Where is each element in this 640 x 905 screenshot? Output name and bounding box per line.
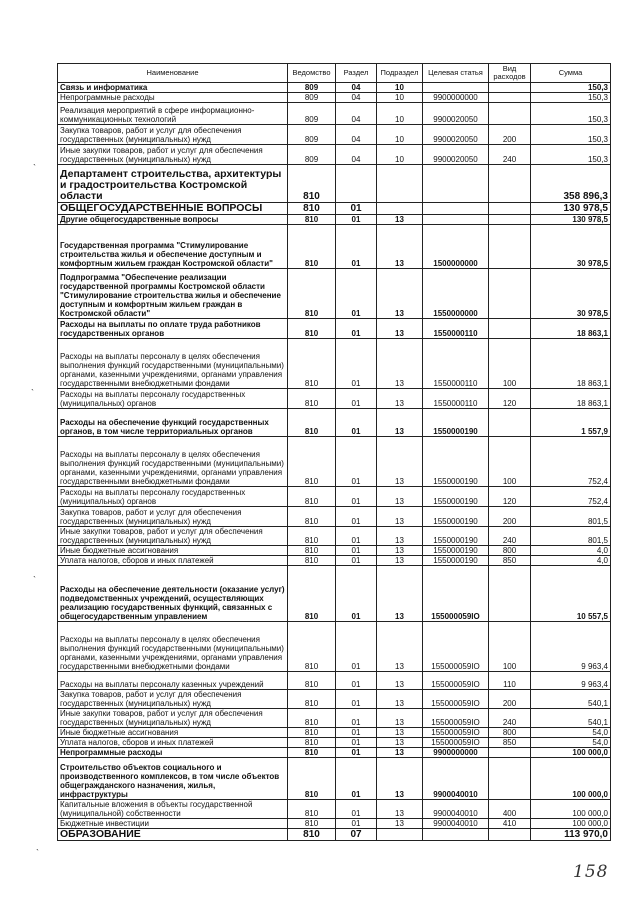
- cell-sum: 130 978,5: [531, 203, 611, 215]
- cell-dept: 810: [288, 829, 336, 841]
- cell-name: Расходы на обеспечение функций государственных органов, в том числе территориальных органов: [58, 409, 288, 437]
- cell-dept: 810: [288, 269, 336, 319]
- cell-type: [489, 758, 531, 800]
- cell-name: Закупка товаров, работ и услуг для обеспечения государственных (муниципальных) нужд: [58, 507, 288, 527]
- cell-type: [489, 566, 531, 622]
- cell-dept: 810: [288, 690, 336, 709]
- header-name: Наименование: [58, 64, 288, 83]
- cell-sum: 18 863,1: [531, 389, 611, 409]
- cell-sec: 01: [336, 269, 377, 319]
- cell-name: Непрограммные расходы: [58, 93, 288, 103]
- cell-sub: 13: [377, 566, 423, 622]
- cell-sub: 13: [377, 389, 423, 409]
- cell-sec: 01: [336, 800, 377, 819]
- cell-sum: 30 978,5: [531, 225, 611, 269]
- table-row: [58, 527, 611, 546]
- cell-sec: [336, 165, 377, 203]
- cell-sub: [377, 203, 423, 215]
- cell-sub: 13: [377, 728, 423, 738]
- cell-target: 155000059IO: [423, 622, 489, 672]
- cell-name: Реализация мероприятий в сфере информационно-коммуникационных технологий: [58, 103, 288, 125]
- cell-name: Строительство объектов социального и производственного комплексов, в том числе объектов общегражданского назначения, жилья, инфраструктуры: [58, 758, 288, 800]
- cell-sub: 13: [377, 339, 423, 389]
- cell-sub: 13: [377, 215, 423, 225]
- cell-sum: 4,0: [531, 556, 611, 566]
- table-row: [58, 622, 611, 672]
- cell-sum: 100 000,0: [531, 800, 611, 819]
- cell-target: 1550000190: [423, 409, 489, 437]
- cell-target: 1550000190: [423, 487, 489, 507]
- cell-name: Иные закупки товаров, работ и услуг для обеспечения государственных (муниципальных) нужд: [58, 709, 288, 728]
- cell-sec: 01: [336, 672, 377, 690]
- cell-target: 1550000000: [423, 269, 489, 319]
- cell-target: 9900020050: [423, 125, 489, 145]
- cell-target: 1550000110: [423, 319, 489, 339]
- cell-type: [489, 203, 531, 215]
- cell-sec: 07: [336, 829, 377, 841]
- cell-target: [423, 83, 489, 93]
- cell-dept: 810: [288, 437, 336, 487]
- cell-sum: 4,0: [531, 546, 611, 556]
- cell-name: Другие общегосударственные вопросы: [58, 215, 288, 225]
- cell-target: [423, 829, 489, 841]
- cell-name: Иные закупки товаров, работ и услуг для обеспечения государственных (муниципальных) нужд: [58, 527, 288, 546]
- cell-name: Капитальные вложения в объекты государственной (муниципальной) собственности: [58, 800, 288, 819]
- cell-type: 200: [489, 507, 531, 527]
- table-row: [58, 800, 611, 819]
- cell-sum: 150,3: [531, 145, 611, 165]
- cell-sec: 01: [336, 748, 377, 758]
- cell-sec: 01: [336, 507, 377, 527]
- margin-mark: `: [33, 575, 36, 585]
- cell-name: Закупка товаров, работ и услуг для обеспечения государственных (муниципальных) нужд: [58, 690, 288, 709]
- cell-sum: 54,0: [531, 738, 611, 748]
- cell-type: [489, 409, 531, 437]
- cell-name: Расходы на выплаты персоналу государственных (муниципальных) органов: [58, 389, 288, 409]
- cell-dept: 810: [288, 487, 336, 507]
- cell-sub: 13: [377, 225, 423, 269]
- cell-type: 400: [489, 800, 531, 819]
- table-row: [58, 83, 611, 93]
- cell-name: Иные бюджетные ассигнования: [58, 728, 288, 738]
- cell-sub: 10: [377, 93, 423, 103]
- cell-sec: 01: [336, 566, 377, 622]
- table-row: [58, 215, 611, 225]
- cell-dept: 810: [288, 339, 336, 389]
- cell-dept: 810: [288, 672, 336, 690]
- cell-name: Бюджетные инвестиции: [58, 819, 288, 829]
- table-row: [58, 728, 611, 738]
- cell-dept: 810: [288, 622, 336, 672]
- cell-type: 410: [489, 819, 531, 829]
- cell-sum: 752,4: [531, 437, 611, 487]
- cell-dept: 810: [288, 215, 336, 225]
- cell-type: [489, 319, 531, 339]
- cell-name: Уплата налогов, сборов и иных платежей: [58, 738, 288, 748]
- cell-target: 1550000190: [423, 437, 489, 487]
- cell-name: Расходы на выплаты персоналу в целях обеспечения выполнения функций государственными (муниципальными) органами, казенными учреждениями, органами управления государственными внебюджетными фондами: [58, 622, 288, 672]
- cell-sec: 01: [336, 527, 377, 546]
- cell-sum: 18 863,1: [531, 319, 611, 339]
- cell-sum: 752,4: [531, 487, 611, 507]
- cell-sec: 01: [336, 215, 377, 225]
- cell-name: Расходы на выплаты персоналу государственных (муниципальных) органов: [58, 487, 288, 507]
- cell-type: 240: [489, 145, 531, 165]
- cell-dept: 810: [288, 527, 336, 546]
- cell-sum: 100 000,0: [531, 758, 611, 800]
- cell-sum: 150,3: [531, 93, 611, 103]
- cell-name: ОБРАЗОВАНИЕ: [58, 829, 288, 841]
- table-row: [58, 566, 611, 622]
- cell-sub: 13: [377, 800, 423, 819]
- table-row: [58, 672, 611, 690]
- cell-sub: 13: [377, 738, 423, 748]
- cell-dept: 810: [288, 819, 336, 829]
- cell-sum: 150,3: [531, 125, 611, 145]
- cell-sub: 13: [377, 437, 423, 487]
- cell-type: 240: [489, 709, 531, 728]
- table-row: [58, 437, 611, 487]
- cell-dept: 810: [288, 748, 336, 758]
- cell-sec: 04: [336, 125, 377, 145]
- cell-sum: 1 557,9: [531, 409, 611, 437]
- cell-dept: 810: [288, 546, 336, 556]
- cell-name: ОБЩЕГОСУДАРСТВЕННЫЕ ВОПРОСЫ: [58, 203, 288, 215]
- cell-dept: 810: [288, 165, 336, 203]
- table-row: [58, 165, 611, 203]
- cell-type: 200: [489, 125, 531, 145]
- table-row: [58, 819, 611, 829]
- cell-target: 1550000110: [423, 389, 489, 409]
- table-row: [58, 145, 611, 165]
- cell-type: 120: [489, 487, 531, 507]
- header-subsection: Подраздел: [377, 64, 423, 83]
- cell-sec: 04: [336, 145, 377, 165]
- table-row: [58, 487, 611, 507]
- table-row: [58, 507, 611, 527]
- cell-name: Государственная программа "Стимулирование строительства жилья и обеспечение доступным и комфортным жильем граждан Костромской области": [58, 225, 288, 269]
- cell-target: 1550000190: [423, 507, 489, 527]
- cell-target: 1550000190: [423, 527, 489, 546]
- table-row: [58, 389, 611, 409]
- table-row: [58, 225, 611, 269]
- cell-dept: 809: [288, 145, 336, 165]
- cell-sub: 13: [377, 748, 423, 758]
- cell-sub: 10: [377, 145, 423, 165]
- cell-type: 240: [489, 527, 531, 546]
- header-sum: Сумма: [531, 64, 611, 83]
- cell-target: 9900040010: [423, 800, 489, 819]
- cell-sub: 13: [377, 319, 423, 339]
- cell-name: Расходы на выплаты персоналу казенных учреждений: [58, 672, 288, 690]
- cell-sum: 130 978,5: [531, 215, 611, 225]
- cell-type: 850: [489, 556, 531, 566]
- cell-sec: 01: [336, 728, 377, 738]
- cell-dept: 809: [288, 93, 336, 103]
- margin-mark: `: [36, 848, 39, 858]
- cell-sec: 01: [336, 319, 377, 339]
- cell-sec: 01: [336, 622, 377, 672]
- table-header-row: [58, 64, 611, 83]
- cell-dept: 810: [288, 507, 336, 527]
- cell-target: 155000059IO: [423, 728, 489, 738]
- cell-type: 100: [489, 339, 531, 389]
- cell-sub: 13: [377, 269, 423, 319]
- cell-sec: 04: [336, 103, 377, 125]
- cell-type: [489, 829, 531, 841]
- cell-dept: 809: [288, 103, 336, 125]
- cell-dept: 810: [288, 800, 336, 819]
- cell-sum: 18 863,1: [531, 339, 611, 389]
- table-row: [58, 709, 611, 728]
- cell-target: 9900040010: [423, 758, 489, 800]
- cell-dept: 810: [288, 203, 336, 215]
- table-row: [58, 203, 611, 215]
- cell-dept: 810: [288, 556, 336, 566]
- cell-sub: [377, 165, 423, 203]
- table-row: [58, 125, 611, 145]
- cell-target: 9900000000: [423, 93, 489, 103]
- cell-sub: 10: [377, 83, 423, 93]
- cell-sub: 13: [377, 507, 423, 527]
- table-row: [58, 319, 611, 339]
- cell-sum: 540,1: [531, 690, 611, 709]
- cell-name: Расходы на выплаты персоналу в целях обеспечения выполнения функций государственными (муниципальными) органами, казенными учреждениями, органами управления государственными внебюджетными фондами: [58, 339, 288, 389]
- cell-sub: 10: [377, 125, 423, 145]
- cell-type: [489, 748, 531, 758]
- cell-sub: 13: [377, 709, 423, 728]
- cell-sec: 01: [336, 546, 377, 556]
- cell-type: 850: [489, 738, 531, 748]
- cell-sub: 13: [377, 487, 423, 507]
- cell-type: 100: [489, 622, 531, 672]
- cell-name: Департамент строительства, архитектуры и градостроительства Костромской области: [58, 165, 288, 203]
- table-row: [58, 829, 611, 841]
- cell-type: [489, 215, 531, 225]
- cell-sub: 13: [377, 556, 423, 566]
- cell-sub: 13: [377, 409, 423, 437]
- cell-type: [489, 165, 531, 203]
- cell-dept: 810: [288, 728, 336, 738]
- cell-sec: 01: [336, 437, 377, 487]
- margin-mark: `: [33, 163, 36, 173]
- cell-name: Расходы на обеспечение деятельности (оказание услуг) подведомственных учреждений, осуществляющих реализацию государственных функций, связанных с общегосударственным управлением: [58, 566, 288, 622]
- cell-sec: 01: [336, 225, 377, 269]
- cell-sub: 13: [377, 527, 423, 546]
- cell-sum: 113 970,0: [531, 829, 611, 841]
- cell-dept: 810: [288, 225, 336, 269]
- table-row: [58, 409, 611, 437]
- cell-dept: 809: [288, 125, 336, 145]
- table-row: [58, 546, 611, 556]
- cell-sec: 01: [336, 389, 377, 409]
- cell-type: [489, 83, 531, 93]
- cell-target: [423, 203, 489, 215]
- cell-sec: 04: [336, 83, 377, 93]
- cell-name: Иные закупки товаров, работ и услуг для обеспечения государственных (муниципальных) нужд: [58, 145, 288, 165]
- cell-sec: 01: [336, 690, 377, 709]
- cell-target: 155000059IO: [423, 672, 489, 690]
- cell-target: 155000059IO: [423, 690, 489, 709]
- cell-sum: 150,3: [531, 103, 611, 125]
- cell-sec: 01: [336, 339, 377, 389]
- cell-target: 155000059IO: [423, 566, 489, 622]
- cell-name: Иные бюджетные ассигнования: [58, 546, 288, 556]
- cell-sum: 9 963,4: [531, 622, 611, 672]
- cell-sum: 100 000,0: [531, 819, 611, 829]
- cell-target: 1550000110: [423, 339, 489, 389]
- cell-sum: 540,1: [531, 709, 611, 728]
- cell-sub: 13: [377, 758, 423, 800]
- cell-sec: 01: [336, 709, 377, 728]
- cell-target: 1500000000: [423, 225, 489, 269]
- cell-type: 110: [489, 672, 531, 690]
- cell-name: Закупка товаров, работ и услуг для обеспечения государственных (муниципальных) нужд: [58, 125, 288, 145]
- table-row: [58, 556, 611, 566]
- table-row: [58, 690, 611, 709]
- cell-type: [489, 225, 531, 269]
- cell-sub: 13: [377, 819, 423, 829]
- cell-dept: 809: [288, 83, 336, 93]
- cell-dept: 810: [288, 738, 336, 748]
- cell-type: 200: [489, 690, 531, 709]
- table-row: [58, 103, 611, 125]
- cell-sum: 30 978,5: [531, 269, 611, 319]
- header-dept: Ведомство: [288, 64, 336, 83]
- cell-sub: [377, 829, 423, 841]
- cell-type: [489, 269, 531, 319]
- cell-sec: 01: [336, 819, 377, 829]
- cell-target: 1550000190: [423, 546, 489, 556]
- cell-sum: 54,0: [531, 728, 611, 738]
- header-exptype: Вид расходов: [489, 64, 531, 83]
- cell-target: [423, 215, 489, 225]
- margin-mark: `: [31, 388, 34, 398]
- cell-target: 1550000190: [423, 556, 489, 566]
- cell-type: 100: [489, 437, 531, 487]
- cell-dept: 810: [288, 389, 336, 409]
- cell-target: 9900000000: [423, 748, 489, 758]
- cell-sum: 100 000,0: [531, 748, 611, 758]
- table-row: [58, 339, 611, 389]
- header-target: Целевая статья: [423, 64, 489, 83]
- cell-sum: 801,5: [531, 527, 611, 546]
- cell-sec: 01: [336, 203, 377, 215]
- cell-sub: 10: [377, 103, 423, 125]
- cell-sec: 01: [336, 758, 377, 800]
- cell-sum: 9 963,4: [531, 672, 611, 690]
- cell-target: 9900020050: [423, 145, 489, 165]
- cell-type: 120: [489, 389, 531, 409]
- cell-type: 800: [489, 546, 531, 556]
- cell-dept: 810: [288, 566, 336, 622]
- cell-target: [423, 165, 489, 203]
- cell-target: 9900020050: [423, 103, 489, 125]
- cell-sec: 01: [336, 556, 377, 566]
- cell-dept: 810: [288, 319, 336, 339]
- cell-dept: 810: [288, 709, 336, 728]
- cell-name: Связь и информатика: [58, 83, 288, 93]
- cell-sec: 01: [336, 738, 377, 748]
- cell-sum: 10 557,5: [531, 566, 611, 622]
- cell-target: 155000059IO: [423, 709, 489, 728]
- cell-sec: 01: [336, 409, 377, 437]
- cell-type: [489, 103, 531, 125]
- cell-sub: 13: [377, 690, 423, 709]
- cell-dept: 810: [288, 758, 336, 800]
- cell-sub: 13: [377, 546, 423, 556]
- cell-name: Расходы на выплаты по оплате труда работников государственных органов: [58, 319, 288, 339]
- cell-sec: 04: [336, 93, 377, 103]
- budget-table: [57, 63, 611, 841]
- table-row: [58, 93, 611, 103]
- cell-sum: 801,5: [531, 507, 611, 527]
- table-row: [58, 269, 611, 319]
- table-row: [58, 738, 611, 748]
- cell-type: [489, 93, 531, 103]
- cell-sec: 01: [336, 487, 377, 507]
- header-section: Раздел: [336, 64, 377, 83]
- cell-name: Расходы на выплаты персоналу в целях обеспечения выполнения функций государственными (муниципальными) органами, казенными учреждениями, органами управления государственными внебюджетными фондами: [58, 437, 288, 487]
- cell-sub: 13: [377, 622, 423, 672]
- table-row: [58, 748, 611, 758]
- cell-sum: 150,3: [531, 83, 611, 93]
- cell-sub: 13: [377, 672, 423, 690]
- cell-target: 155000059IO: [423, 738, 489, 748]
- cell-name: Непрограммные расходы: [58, 748, 288, 758]
- cell-sum: 358 896,3: [531, 165, 611, 203]
- table-body: [58, 83, 611, 841]
- cell-dept: 810: [288, 409, 336, 437]
- cell-target: 9900040010: [423, 819, 489, 829]
- table-row: [58, 758, 611, 800]
- page-number: 158: [573, 862, 609, 882]
- cell-type: 800: [489, 728, 531, 738]
- cell-name: Уплата налогов, сборов и иных платежей: [58, 556, 288, 566]
- cell-name: Подпрограмма "Обеспечение реализации государственной программы Костромской области "Стимулирование строительства жилья и обеспечение доступным и комфортным жильем граждан в Костромской области": [58, 269, 288, 319]
